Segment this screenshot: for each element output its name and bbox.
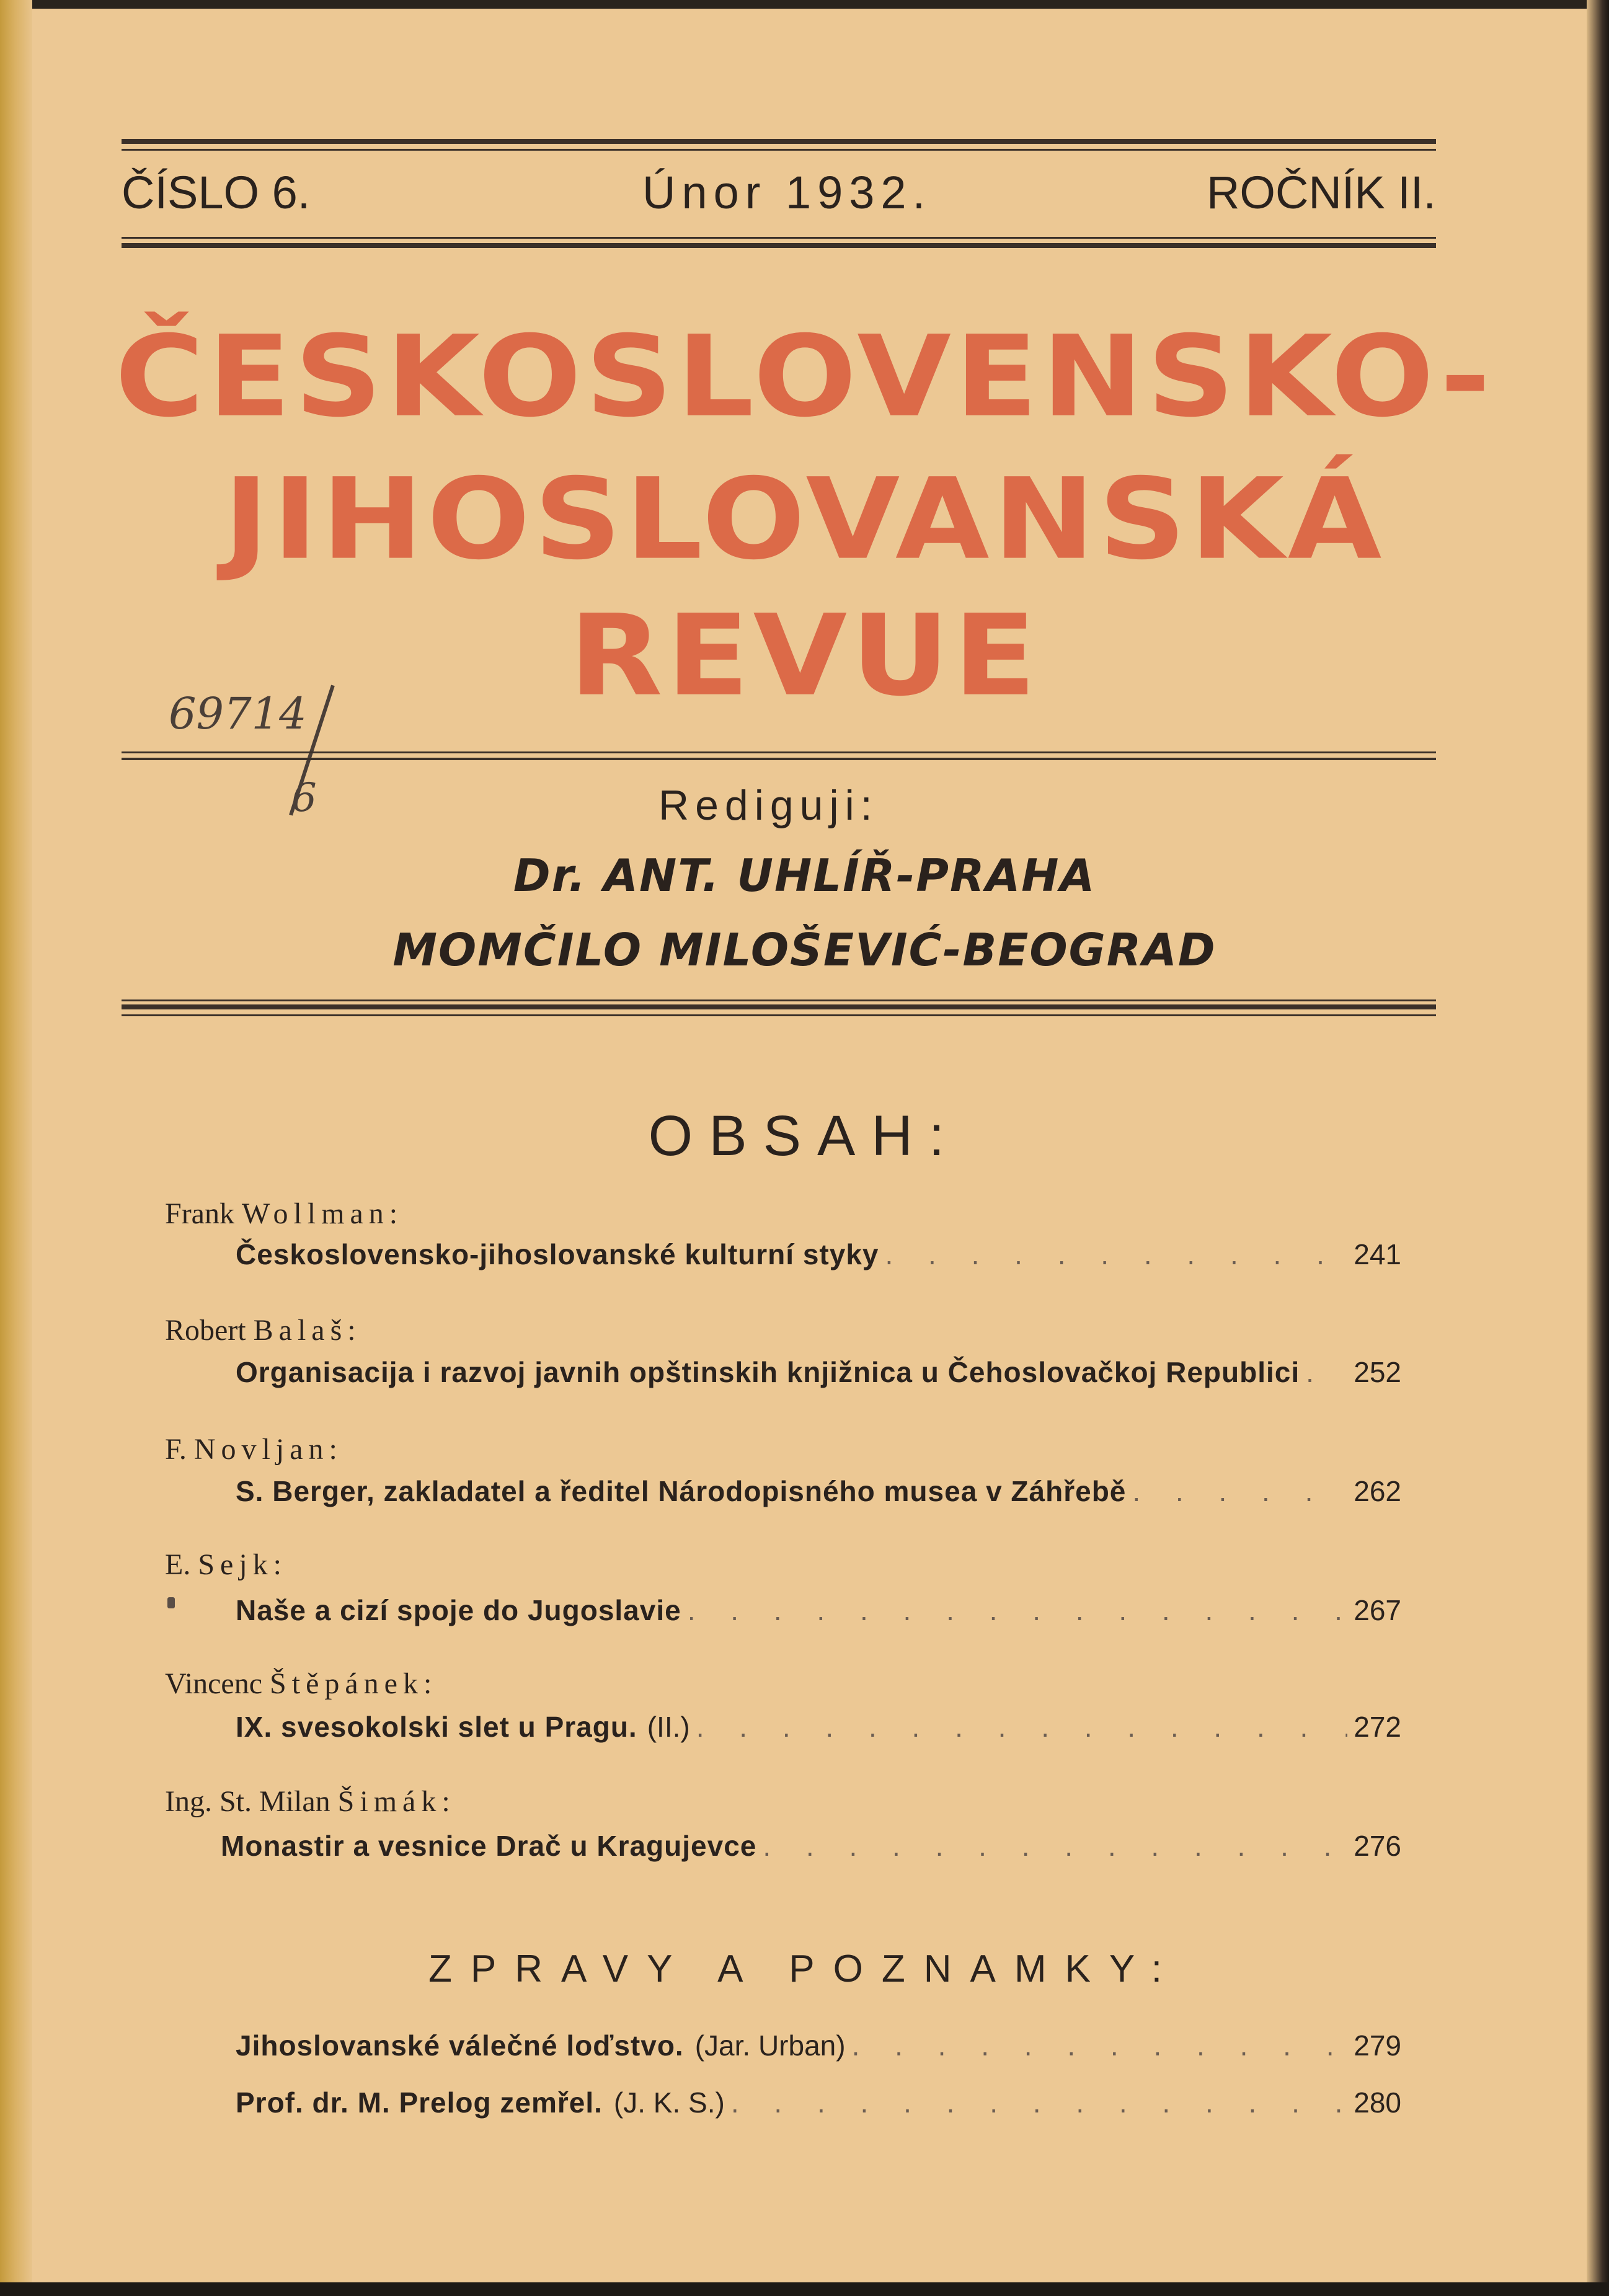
leader-dots bbox=[688, 1593, 1348, 1627]
entry-page: 241 bbox=[1354, 1238, 1401, 1270]
author-first: Robert bbox=[165, 1314, 246, 1347]
entry-note: (Jar. Urban) bbox=[694, 2029, 846, 2062]
entry-title: Organisacija i razvoj javnih opštinskih knjižnica u Čehoslovačkoj Republici bbox=[236, 1356, 1300, 1388]
scan-edge-bottom bbox=[0, 2282, 1609, 2296]
leader-dots bbox=[1132, 1474, 1347, 1508]
notes-entry bbox=[236, 2029, 1401, 2066]
leader-dots bbox=[763, 1829, 1347, 1863]
author-first: Vincenc bbox=[165, 1667, 263, 1700]
margin-mark bbox=[167, 1597, 175, 1608]
author-first: Frank bbox=[165, 1197, 234, 1230]
issue-number: ČÍSLO 6. bbox=[122, 167, 311, 218]
top-rule-thin bbox=[122, 149, 1436, 151]
title-line-1: ČESKOSLOVENSKO- bbox=[115, 312, 1494, 442]
entry-title: S. Berger, zakladatel a ředitel Národopisného musea v Záhřebě bbox=[236, 1475, 1127, 1507]
contents-entry bbox=[221, 1829, 1401, 1866]
author-stepanek bbox=[165, 1667, 437, 1701]
title-line-3: REVUE bbox=[569, 591, 1040, 721]
leader-dots bbox=[885, 1238, 1347, 1271]
entry-page: 262 bbox=[1354, 1475, 1401, 1507]
author-last: Štěpánek: bbox=[270, 1667, 438, 1700]
entry-title: Naše a cizí spoje do Jugoslavie bbox=[236, 1594, 681, 1626]
leader-dots bbox=[731, 2086, 1347, 2119]
contents-entry bbox=[236, 1355, 1401, 1393]
editors-rule-thin bbox=[122, 1000, 1436, 1001]
author-last: Balaš: bbox=[253, 1314, 361, 1347]
leader-dots bbox=[1306, 1355, 1347, 1389]
leader-dots bbox=[696, 1710, 1348, 1744]
entry-page: 267 bbox=[1354, 1594, 1401, 1626]
entry-page: 272 bbox=[1354, 1711, 1401, 1743]
editor-1: Dr. ANT. UHLÍŘ-PRAHA bbox=[513, 849, 1096, 902]
title-rule-thin bbox=[122, 751, 1436, 753]
contents-heading: OBSAH: bbox=[648, 1104, 961, 1168]
author-last: Šimák: bbox=[337, 1785, 456, 1818]
author-wollman bbox=[165, 1197, 403, 1231]
author-first: Ing. St. Milan bbox=[165, 1785, 330, 1818]
entry-title: Československo-jihoslovanské kulturní styky bbox=[236, 1238, 879, 1270]
author-simak bbox=[165, 1784, 456, 1819]
notes-heading: ZPRAVY A POZNAMKY: bbox=[428, 1948, 1181, 1990]
header-rule-thin bbox=[122, 237, 1436, 239]
catalog-number: 69714 bbox=[169, 688, 307, 739]
author-first: F. bbox=[165, 1433, 187, 1466]
contents-entry bbox=[236, 1474, 1401, 1512]
author-balas bbox=[165, 1313, 361, 1347]
author-sejk bbox=[165, 1548, 287, 1582]
entry-page: 252 bbox=[1354, 1356, 1401, 1388]
editors-label: Rediguji: bbox=[658, 782, 879, 829]
contents-entry bbox=[236, 1710, 1401, 1747]
author-novljan bbox=[165, 1432, 343, 1466]
entry-title: Prof. dr. M. Prelog zemřel. bbox=[236, 2086, 603, 2119]
editors-rule-thin-2 bbox=[122, 1014, 1436, 1016]
entry-page: 280 bbox=[1354, 2086, 1401, 2119]
editors-rule-thick bbox=[122, 1004, 1436, 1009]
entry-title: IX. svesokolski slet u Pragu. bbox=[236, 1711, 637, 1743]
top-rule-thick bbox=[122, 139, 1436, 144]
header-rule-thick bbox=[122, 243, 1436, 248]
leader-dots bbox=[852, 2029, 1348, 2062]
contents-entry bbox=[236, 1593, 1401, 1631]
issue-date: Únor 1932. bbox=[642, 167, 932, 218]
author-first: E. bbox=[165, 1548, 191, 1581]
entry-title: Monastir a vesnice Drač u Kragujevce bbox=[221, 1830, 757, 1862]
entry-title: Jihoslovanské válečné loďstvo. bbox=[236, 2029, 684, 2062]
entry-note: (J. K. S.) bbox=[613, 2086, 725, 2119]
editor-2: MOMČILO MILOŠEVIĆ-BEOGRAD bbox=[392, 924, 1217, 976]
author-last: Novljan: bbox=[193, 1433, 343, 1466]
author-last: Sejk: bbox=[198, 1548, 287, 1581]
issue-header bbox=[122, 166, 1436, 234]
title-line-2: JIHOSLOVANSKÁ bbox=[223, 454, 1386, 585]
entry-note: (II.) bbox=[647, 1711, 690, 1743]
catalog-sub: 6 bbox=[291, 775, 317, 821]
issue-volume: ROČNÍK II. bbox=[1206, 167, 1436, 218]
scan-edge-top bbox=[0, 0, 1609, 9]
entry-page: 276 bbox=[1354, 1830, 1401, 1862]
title-rule-second bbox=[122, 758, 1436, 760]
contents-entry bbox=[236, 1238, 1401, 1275]
entry-page: 279 bbox=[1354, 2029, 1401, 2062]
author-last: Wollman: bbox=[241, 1197, 404, 1230]
notes-entry bbox=[236, 2086, 1401, 2123]
